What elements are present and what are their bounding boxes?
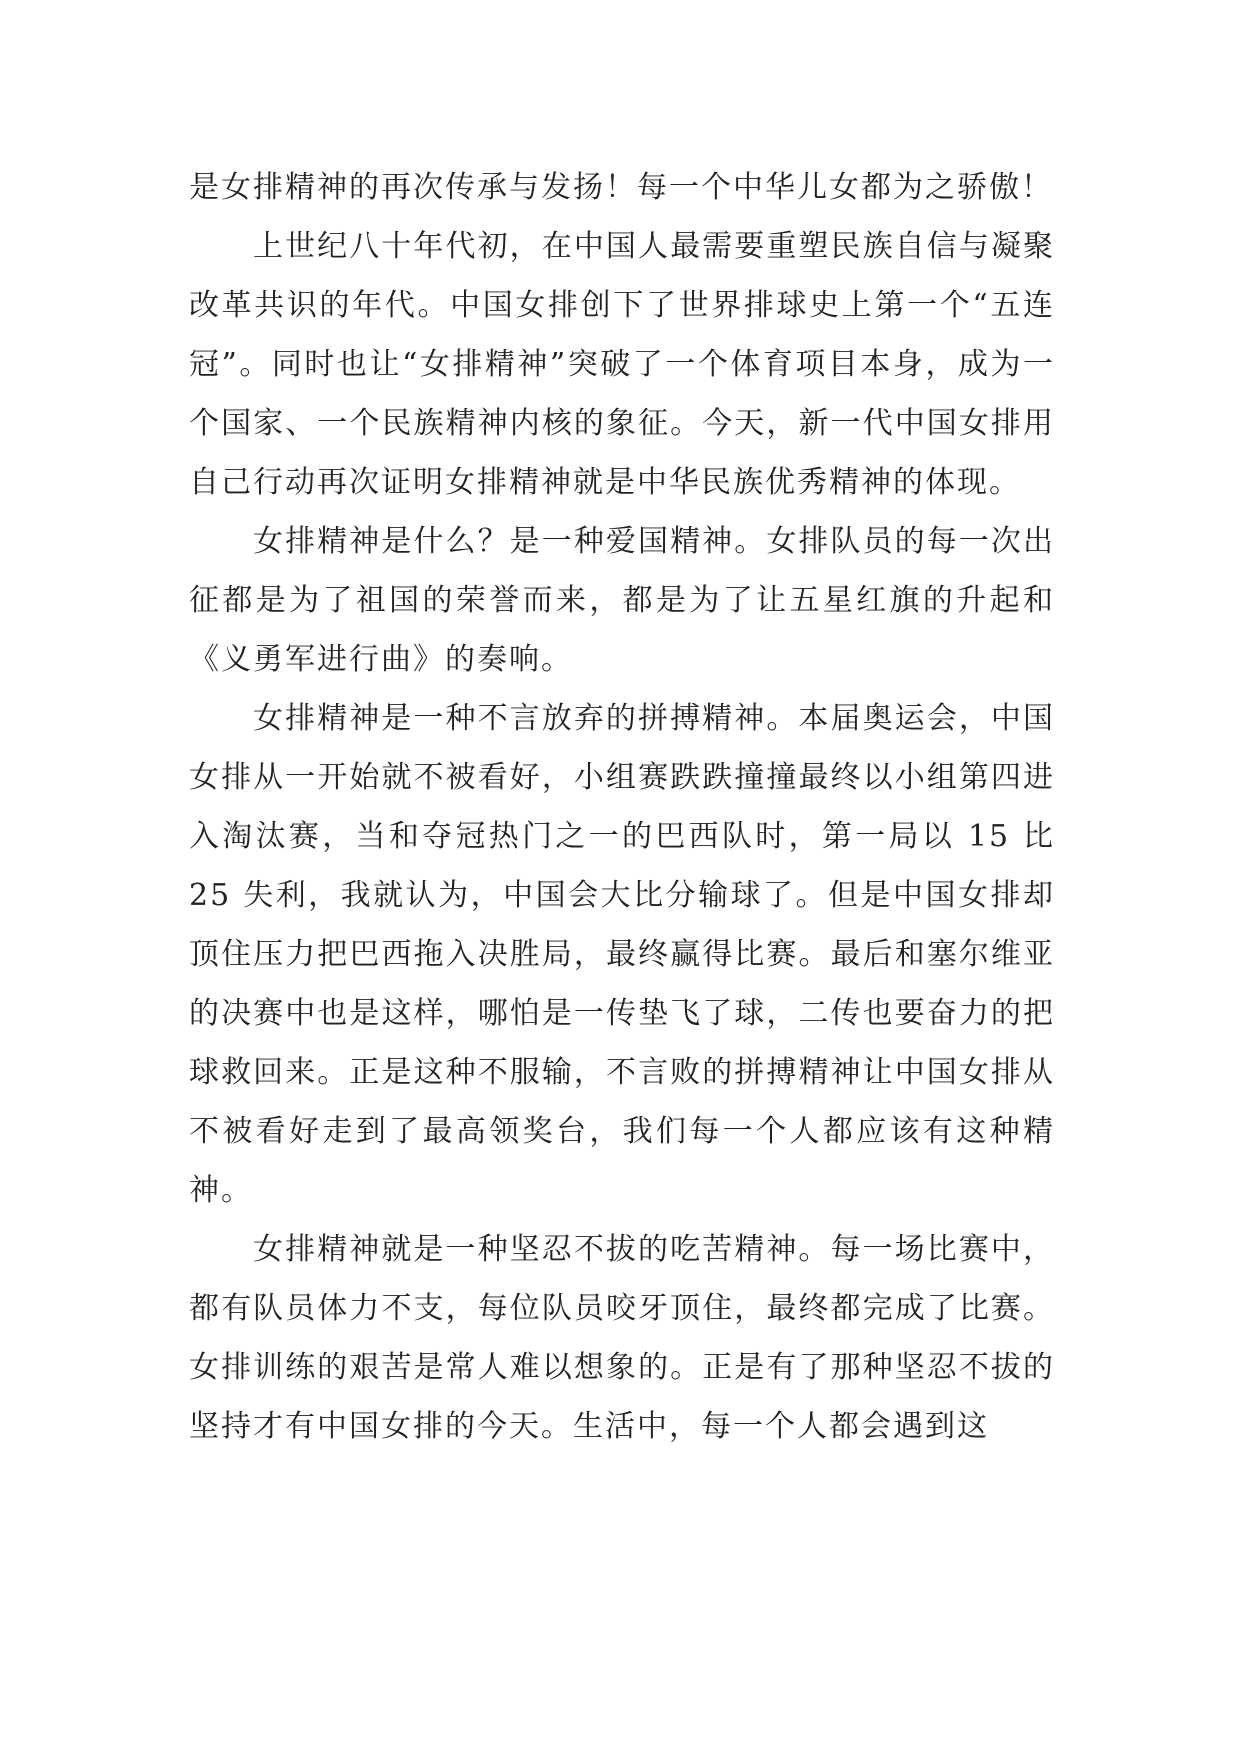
document-body bbox=[189, 158, 1055, 1456]
paragraph-perseverance: 女排精神就是一种坚忍不拔的吃苦精神。每一场比赛中，都有队员体力不支，每位队员咬牙顶住，最终都完成了比赛。女排训练的艰苦是常人难以想象的。正是有了那种坚忍不拔的坚持才有中国女排的今天。生活中，每一个人都会遇到这 bbox=[189, 1232, 1055, 1444]
paragraph-patriotism: 女排精神是什么？是一种爱国精神。女排队员的每一次出征都是为了祖国的荣誉而来，都是为了让五星红旗的升起和《义勇军进行曲》的奏响。 bbox=[189, 524, 1055, 677]
paragraph-fighting-spirit: 女排精神是一种不言放弃的拼搏精神。本届奥运会，中国女排从一开始就不被看好，小组赛跌跌撞撞最终以小组第四进入淘汰赛，当和夺冠热门之一的巴西队时，第一局以 15 比 25 失利，我就认为，中国会大比分输球了。但是中国女排却顶住压力把巴西拖入决胜局，最终赢得比赛。最后和塞尔维亚的决赛中也是这样，哪怕是一传垫飞了球，二传也要奋力的把球救回来。正是这种不服输，不言败的拼搏精神让中国女排从不被看好走到了最高领奖台，我们每一个人都应该有这种精神。 bbox=[189, 701, 1055, 1208]
paragraph-history: 上世纪八十年代初，在中国人最需要重塑民族自信与凝聚改革共识的年代。中国女排创下了世界排球史上第一个“五连冠”。同时也让“女排精神”突破了一个体育项目本身，成为一个国家、一个民族精神内核的象征。今天，新一代中国女排用自己行动再次证明女排精神就是中华民族优秀精神的体现。 bbox=[189, 229, 1055, 500]
paragraph-continuation: 是女排精神的再次传承与发扬！每一个中华儿女都为之骄傲！ bbox=[189, 170, 1053, 205]
